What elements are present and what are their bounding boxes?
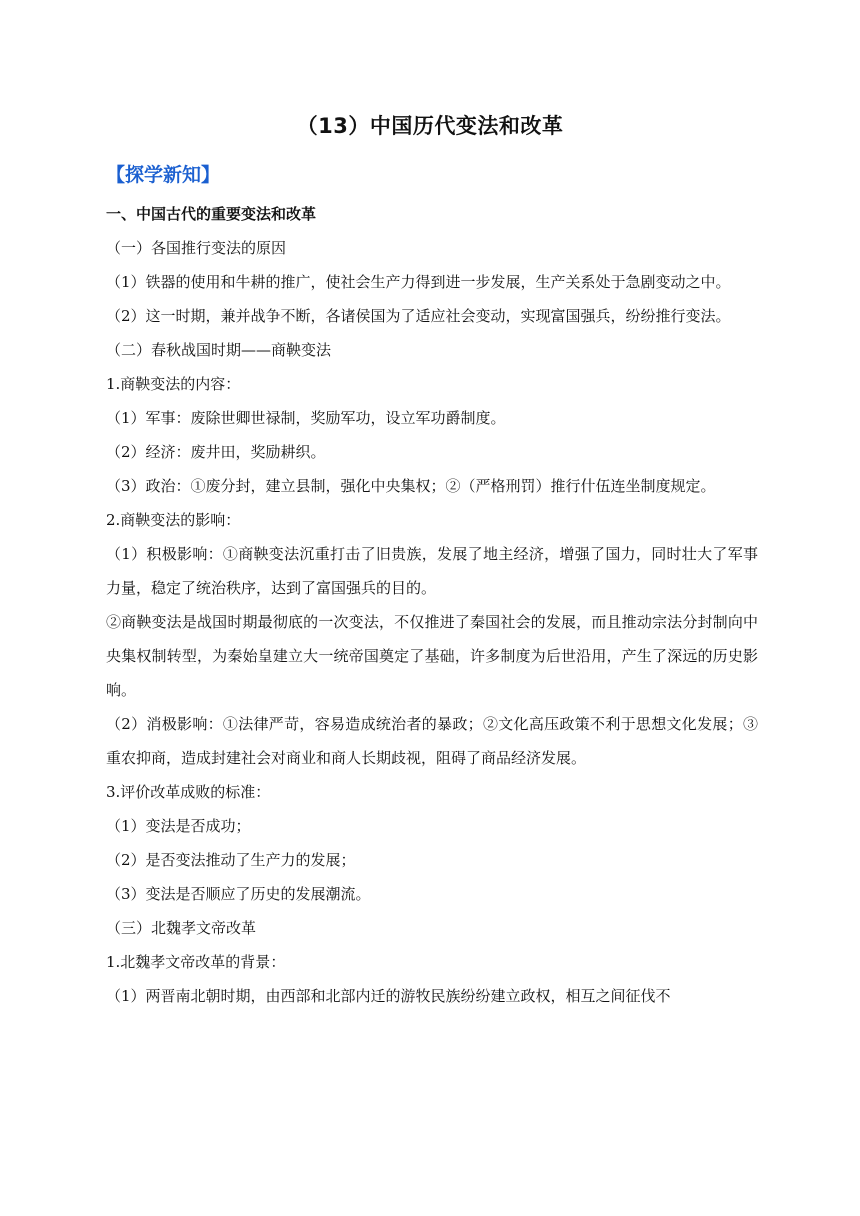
paragraph: （2）消极影响：①法律严苛，容易造成统治者的暴政；②文化高压政策不利于思想文化发展；③重农抑商，造成封建社会对商业和商人长期歧视，阻碍了商品经济发展。 (106, 715, 758, 767)
paragraph: （1）铁器的使用和牛耕的推广，使社会生产力得到进一步发展，生产关系处于急剧变动之中。 (106, 273, 731, 291)
section-heading: 【探学新知】 (106, 164, 221, 186)
list-heading: 2.商鞅变法的影响： (106, 511, 241, 529)
paragraph: （1）两晋南北朝时期，由西部和北部内迁的游牧民族纷纷建立政权，相互之间征伐不 (106, 987, 671, 1005)
list-heading: 3.评价改革成败的标准： (106, 783, 271, 801)
paragraph: ②商鞅变法是战国时期最彻底的一次变法，不仅推进了秦国社会的发展，而且推动宗法分封制向中央集权制转型，为秦始皇建立大一统帝国奠定了基础，许多制度为后世沿用，产生了深远的历史影响。 (106, 613, 758, 699)
subsection-heading: （二）春秋战国时期——商鞅变法 (106, 341, 332, 359)
paragraph: （1）积极影响：①商鞅变法沉重打击了旧贵族，发展了地主经济，增强了国力，同时壮大了军事力量，稳定了统治秩序，达到了富国强兵的目的。 (106, 545, 758, 597)
paragraph: （2）经济：废井田，奖励耕织。 (106, 443, 326, 461)
paragraph: （1）军事：废除世卿世禄制，奖励军功，设立军功爵制度。 (106, 409, 506, 427)
subsection-heading: （一）各国推行变法的原因 (106, 239, 287, 257)
paragraph: （2）这一时期，兼并战争不断，各诸侯国为了适应社会变动，实现富国强兵，纷纷推行变法。 (106, 307, 731, 325)
list-heading: 1.北魏孝文帝改革的背景： (106, 953, 286, 971)
paragraph: （2）是否变法推动了生产力的发展； (106, 851, 356, 869)
paragraph: （3）政治：①废分封，建立县制，强化中央集权；②（严格刑罚）推行什伍连坐制度规定。 (106, 477, 716, 495)
document-body (106, 197, 758, 1013)
subsection-heading: （三）北魏孝文帝改革 (106, 919, 257, 937)
part-heading: 一、中国古代的重要变法和改革 (106, 205, 317, 223)
document-title: （13）中国历代变法和改革 (296, 114, 564, 138)
list-heading: 1.商鞅变法的内容： (106, 375, 241, 393)
paragraph: （1）变法是否成功； (106, 817, 251, 835)
paragraph: （3）变法是否顺应了历史的发展潮流。 (106, 885, 371, 903)
